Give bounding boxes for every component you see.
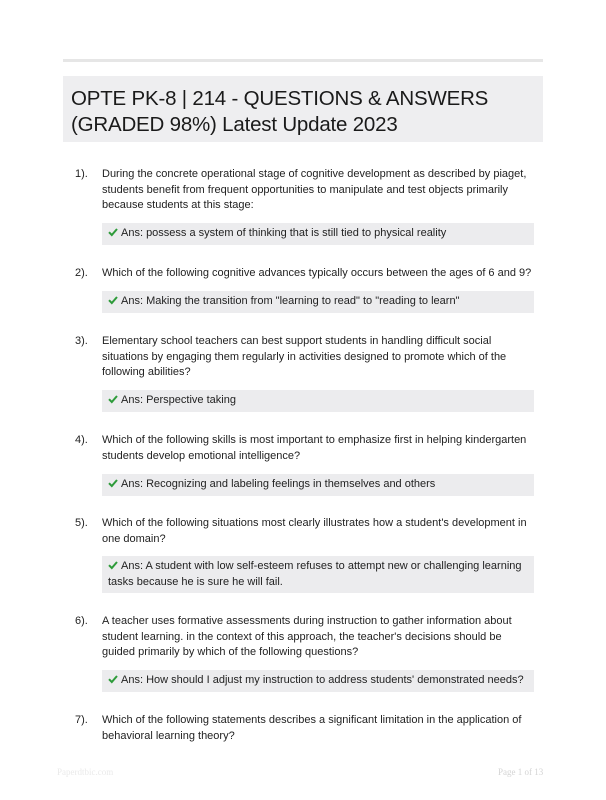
question-text: Which of the following skills is most important to emphasize first in helping kindergarten students develop emotional intelligence? <box>102 434 527 462</box>
page-title <box>71 86 535 138</box>
answer-box <box>102 670 534 692</box>
title-line-1: OPTE PK-8 | 214 - QUESTIONS & ANSWERS <box>71 87 489 110</box>
question-number: 4). <box>75 434 88 446</box>
question-number: 3). <box>75 335 88 347</box>
top-divider <box>63 59 543 62</box>
question-text: Which of the following situations most clearly illustrates how a student's development in one domain? <box>102 517 527 545</box>
question-number: 2). <box>75 267 88 279</box>
answer-box <box>102 474 534 496</box>
check-icon <box>108 478 118 488</box>
page-number: Page 1 of 13 <box>498 767 544 777</box>
answer-box <box>102 291 534 313</box>
check-icon <box>108 674 118 684</box>
check-icon <box>108 227 118 237</box>
footer-watermark: Paperdtbic.com <box>57 767 114 777</box>
question-number: 1). <box>75 168 88 180</box>
question-text: A teacher uses formative assessments during instruction to gather information about student learning. in the context of this approach, the teacher's decisions should be guided primarily by which of the following questions? <box>102 615 512 658</box>
question-number: 6). <box>75 615 88 627</box>
question-text: Which of the following statements describes a significant limitation in the application of behavioral learning theory? <box>102 714 522 742</box>
question-text: Which of the following cognitive advances typically occurs between the ages of 6 and 9? <box>102 267 532 279</box>
check-icon <box>108 560 118 570</box>
question-number: 5). <box>75 517 88 529</box>
question-text: Elementary school teachers can best support students in handling difficult social situations by engaging them regularly in activities designed to promote which of the following abilities? <box>102 335 507 378</box>
question-number: 7). <box>75 714 88 726</box>
answer-text: Ans: possess a system of thinking that is still tied to physical reality <box>121 227 447 239</box>
answer-text: Ans: Recognizing and labeling feelings in themselves and others <box>121 478 436 490</box>
answer-text: Ans: Making the transition from "learning to read" to "reading to learn" <box>121 295 460 307</box>
answer-text: Ans: Perspective taking <box>121 394 236 406</box>
answer-box <box>102 223 534 245</box>
answer-text: Ans: How should I adjust my instruction to address students' demonstrated needs? <box>121 674 524 686</box>
check-icon <box>108 295 118 305</box>
title-line-2: (GRADED 98%) Latest Update 2023 <box>71 113 398 136</box>
answer-text: Ans: A student with low self-esteem refuses to attempt new or challenging learning tasks because he is sure he will fail. <box>108 560 522 588</box>
title-banner <box>63 76 543 142</box>
question-text: During the concrete operational stage of cognitive development as described by piaget, students benefit from frequent opportunities to manipulate and test objects primarily because students at this stage: <box>102 168 527 211</box>
answer-box <box>102 556 534 593</box>
check-icon <box>108 394 118 404</box>
answer-box <box>102 390 534 412</box>
